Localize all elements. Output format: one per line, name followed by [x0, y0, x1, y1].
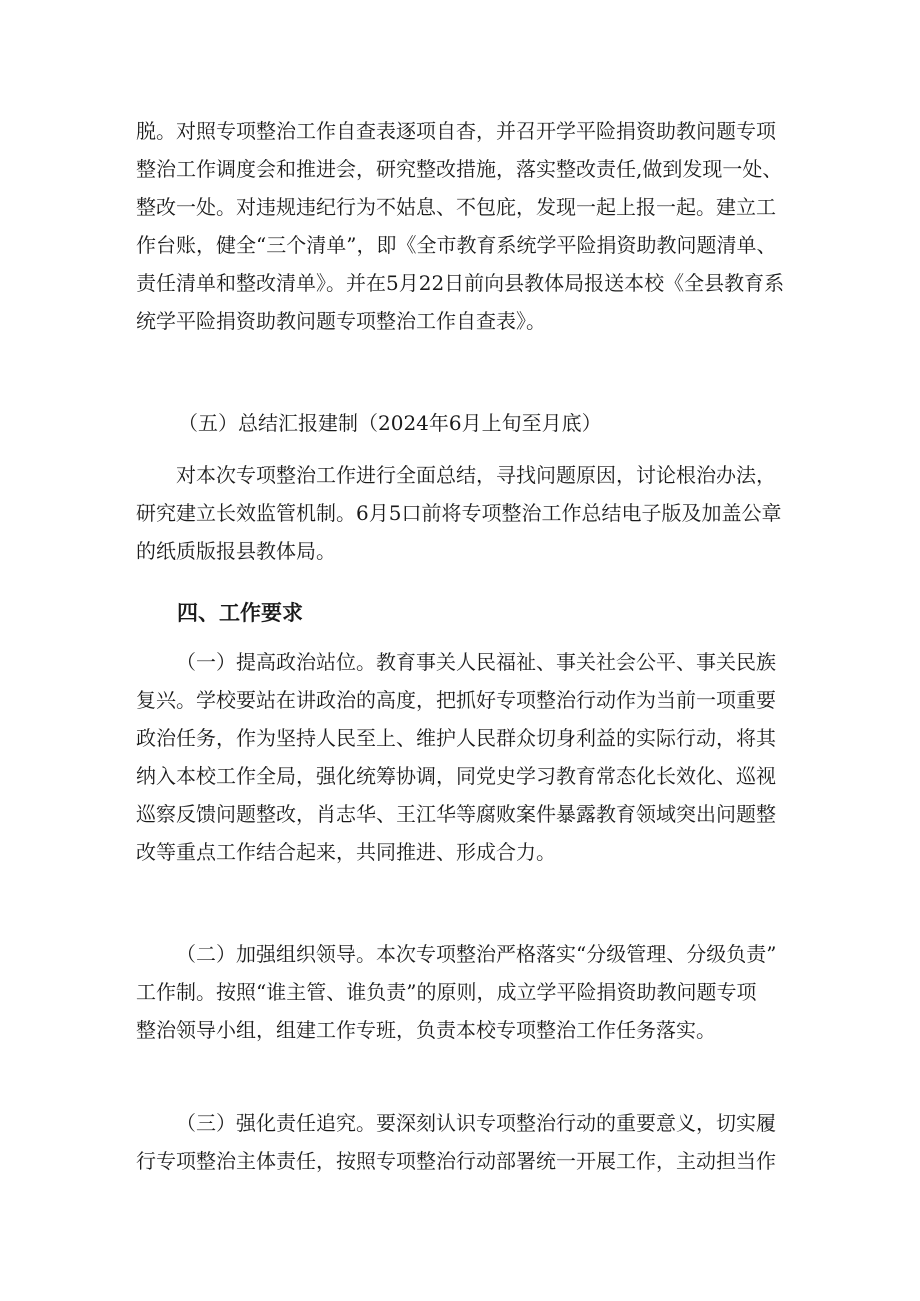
text-line: 脱。对照专项整治工作自查表逐项自杳，并召开学平险捐资助教问题专项 — [136, 119, 776, 143]
paragraph-leadership — [136, 935, 786, 1049]
text-line: 纳入本校工作全局，强化统筹协调，同党史学习教育常态化长效化、巡视 — [136, 764, 776, 788]
text-line: 责任清单和整改清单》。并在5月22日前向县教体局报送本校《全县教育系 — [136, 271, 785, 295]
text-line: 的纸质版报县教体局。 — [136, 539, 336, 563]
text-line: （二）加强组织领导。本次专项整治严格落实“分级管理、分级负责” — [176, 942, 777, 966]
text-line: （三）强化责任追究。要深刻认识专项整治行动的重要意义，切实履 — [176, 1111, 776, 1135]
text-line: 巡察反馈问题整改，肖志华、王江华等腐败案件暴露教育领域突出问题整 — [136, 802, 776, 826]
text-line: 工作制。按照“谁主管、谁负责”的原则，成立学平险捐资助教问题专项 — [136, 980, 757, 1004]
text-line: 整改一处。对违规违纪行为不姑息、不包庇，发现一起上报一起。建立工 — [136, 195, 776, 219]
text-line: 作台账，健全“三个清单”，即《全市教育系统学平险捐资助教问题清单、 — [136, 233, 777, 257]
paragraph-self-inspection — [136, 112, 786, 340]
text-line: 统学平险捐资助教问题专项整治工作自查表》。 — [136, 309, 546, 333]
text-line: （一）提高政治站位。教育事关人民福祉、事关社会公平、事关民族 — [176, 650, 776, 674]
subheading-text: （五）总结汇报建制（2024年6月上旬至月底） — [178, 411, 602, 435]
text-line: 行专项整治主体责任，按照专项整治行动部署统一开展工作，主动担当作 — [136, 1149, 776, 1173]
text-line: 改等重点工作结合起来，共同推进、形成合力。 — [136, 840, 556, 864]
text-line: 政治任务，作为坚持人民至上、维护人民群众切身利益的实际行动，将其 — [136, 726, 776, 750]
subheading-summary — [178, 404, 828, 442]
paragraph-political-stance — [136, 643, 786, 871]
section-heading: 四、工作要求 — [177, 601, 303, 625]
text-line: 整治领导小组，组建工作专班，负责本校专项整治工作任务落实。 — [136, 1018, 716, 1042]
text-line: 研究建立长效监管机制。6月5口前将专项整治工作总结电子版及加盖公章 — [136, 501, 782, 525]
paragraph-accountability — [136, 1104, 786, 1180]
text-line: 对本次专项整治工作进行全面总结，寻找问题原因，讨论根治办法， — [176, 463, 776, 487]
text-line: 复兴。学校要站在讲政治的高度，把抓好专项整治行动作为当前一项重要 — [136, 688, 776, 712]
text-line: 整治工作调度会和推进会，研究整改措施，落实整改责任,做到发现一处、 — [136, 157, 783, 181]
paragraph-summary — [136, 456, 786, 570]
